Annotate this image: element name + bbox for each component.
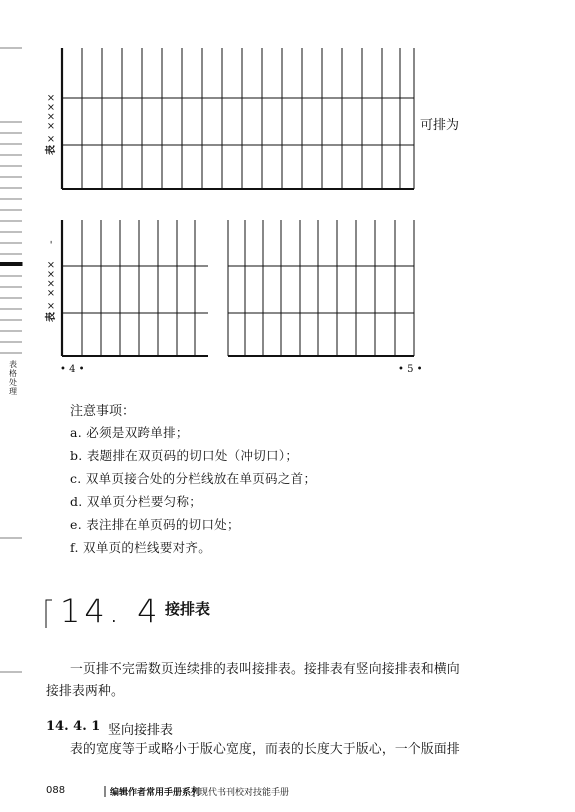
note-item: b. 表题排在双页码的切口处（冲切口）； xyxy=(70,448,299,463)
section-paragraph-line2: 接排表两种。 xyxy=(46,684,124,699)
margin-tab-label: 表格处理 xyxy=(9,360,17,396)
top-table-title: 表 xyxy=(46,145,57,155)
subsection-number: 14. 4. 1 xyxy=(46,719,101,734)
section-number: 14. 4 xyxy=(60,592,162,630)
bottom-table-title: 表 xyxy=(46,312,57,322)
top-table-x-single: × xyxy=(46,134,57,143)
section-title: 接排表 xyxy=(165,600,211,618)
page-marker-left: • 4 • xyxy=(60,364,85,375)
bottom-table-x-single: × xyxy=(46,301,57,310)
note-item: f. 双单页的栏线要对齐。 xyxy=(70,540,212,555)
note-item: a. 必须是双跨单排； xyxy=(70,425,189,440)
note-item: c. 双单页接合处的分栏线放在单页码之首； xyxy=(70,471,317,486)
can-arrange-as-label: 可排为 xyxy=(420,118,460,133)
footer-book-title: 现代书刊校对技能手册 xyxy=(199,788,290,798)
note-item: d. 双单页分栏要匀称； xyxy=(70,494,203,509)
footer-series: 编辑作者常用手册系列 xyxy=(110,788,201,798)
bottom-table-x-marks: ×××× xyxy=(46,259,57,297)
top-table-x-marks: ×××× xyxy=(46,92,57,130)
page-marker-right: • 5 • xyxy=(398,364,423,375)
subsection-title: 竖向接排表 xyxy=(108,723,174,738)
section-paragraph-line1: 一页排不完需数页连续排的表叫接排表。接排表有竖向接排表和横向 xyxy=(70,662,460,677)
footer-page-number: 088 xyxy=(46,785,66,796)
notes-title: 注意事项： xyxy=(70,404,136,419)
note-item: e. 表注排在单页码的切口处； xyxy=(70,517,240,532)
subsection-text: 表的宽度等于或略小于版心宽度，而表的长度大于版心，一个版面排 xyxy=(70,742,460,757)
bottom-table-tick: - xyxy=(46,240,57,244)
